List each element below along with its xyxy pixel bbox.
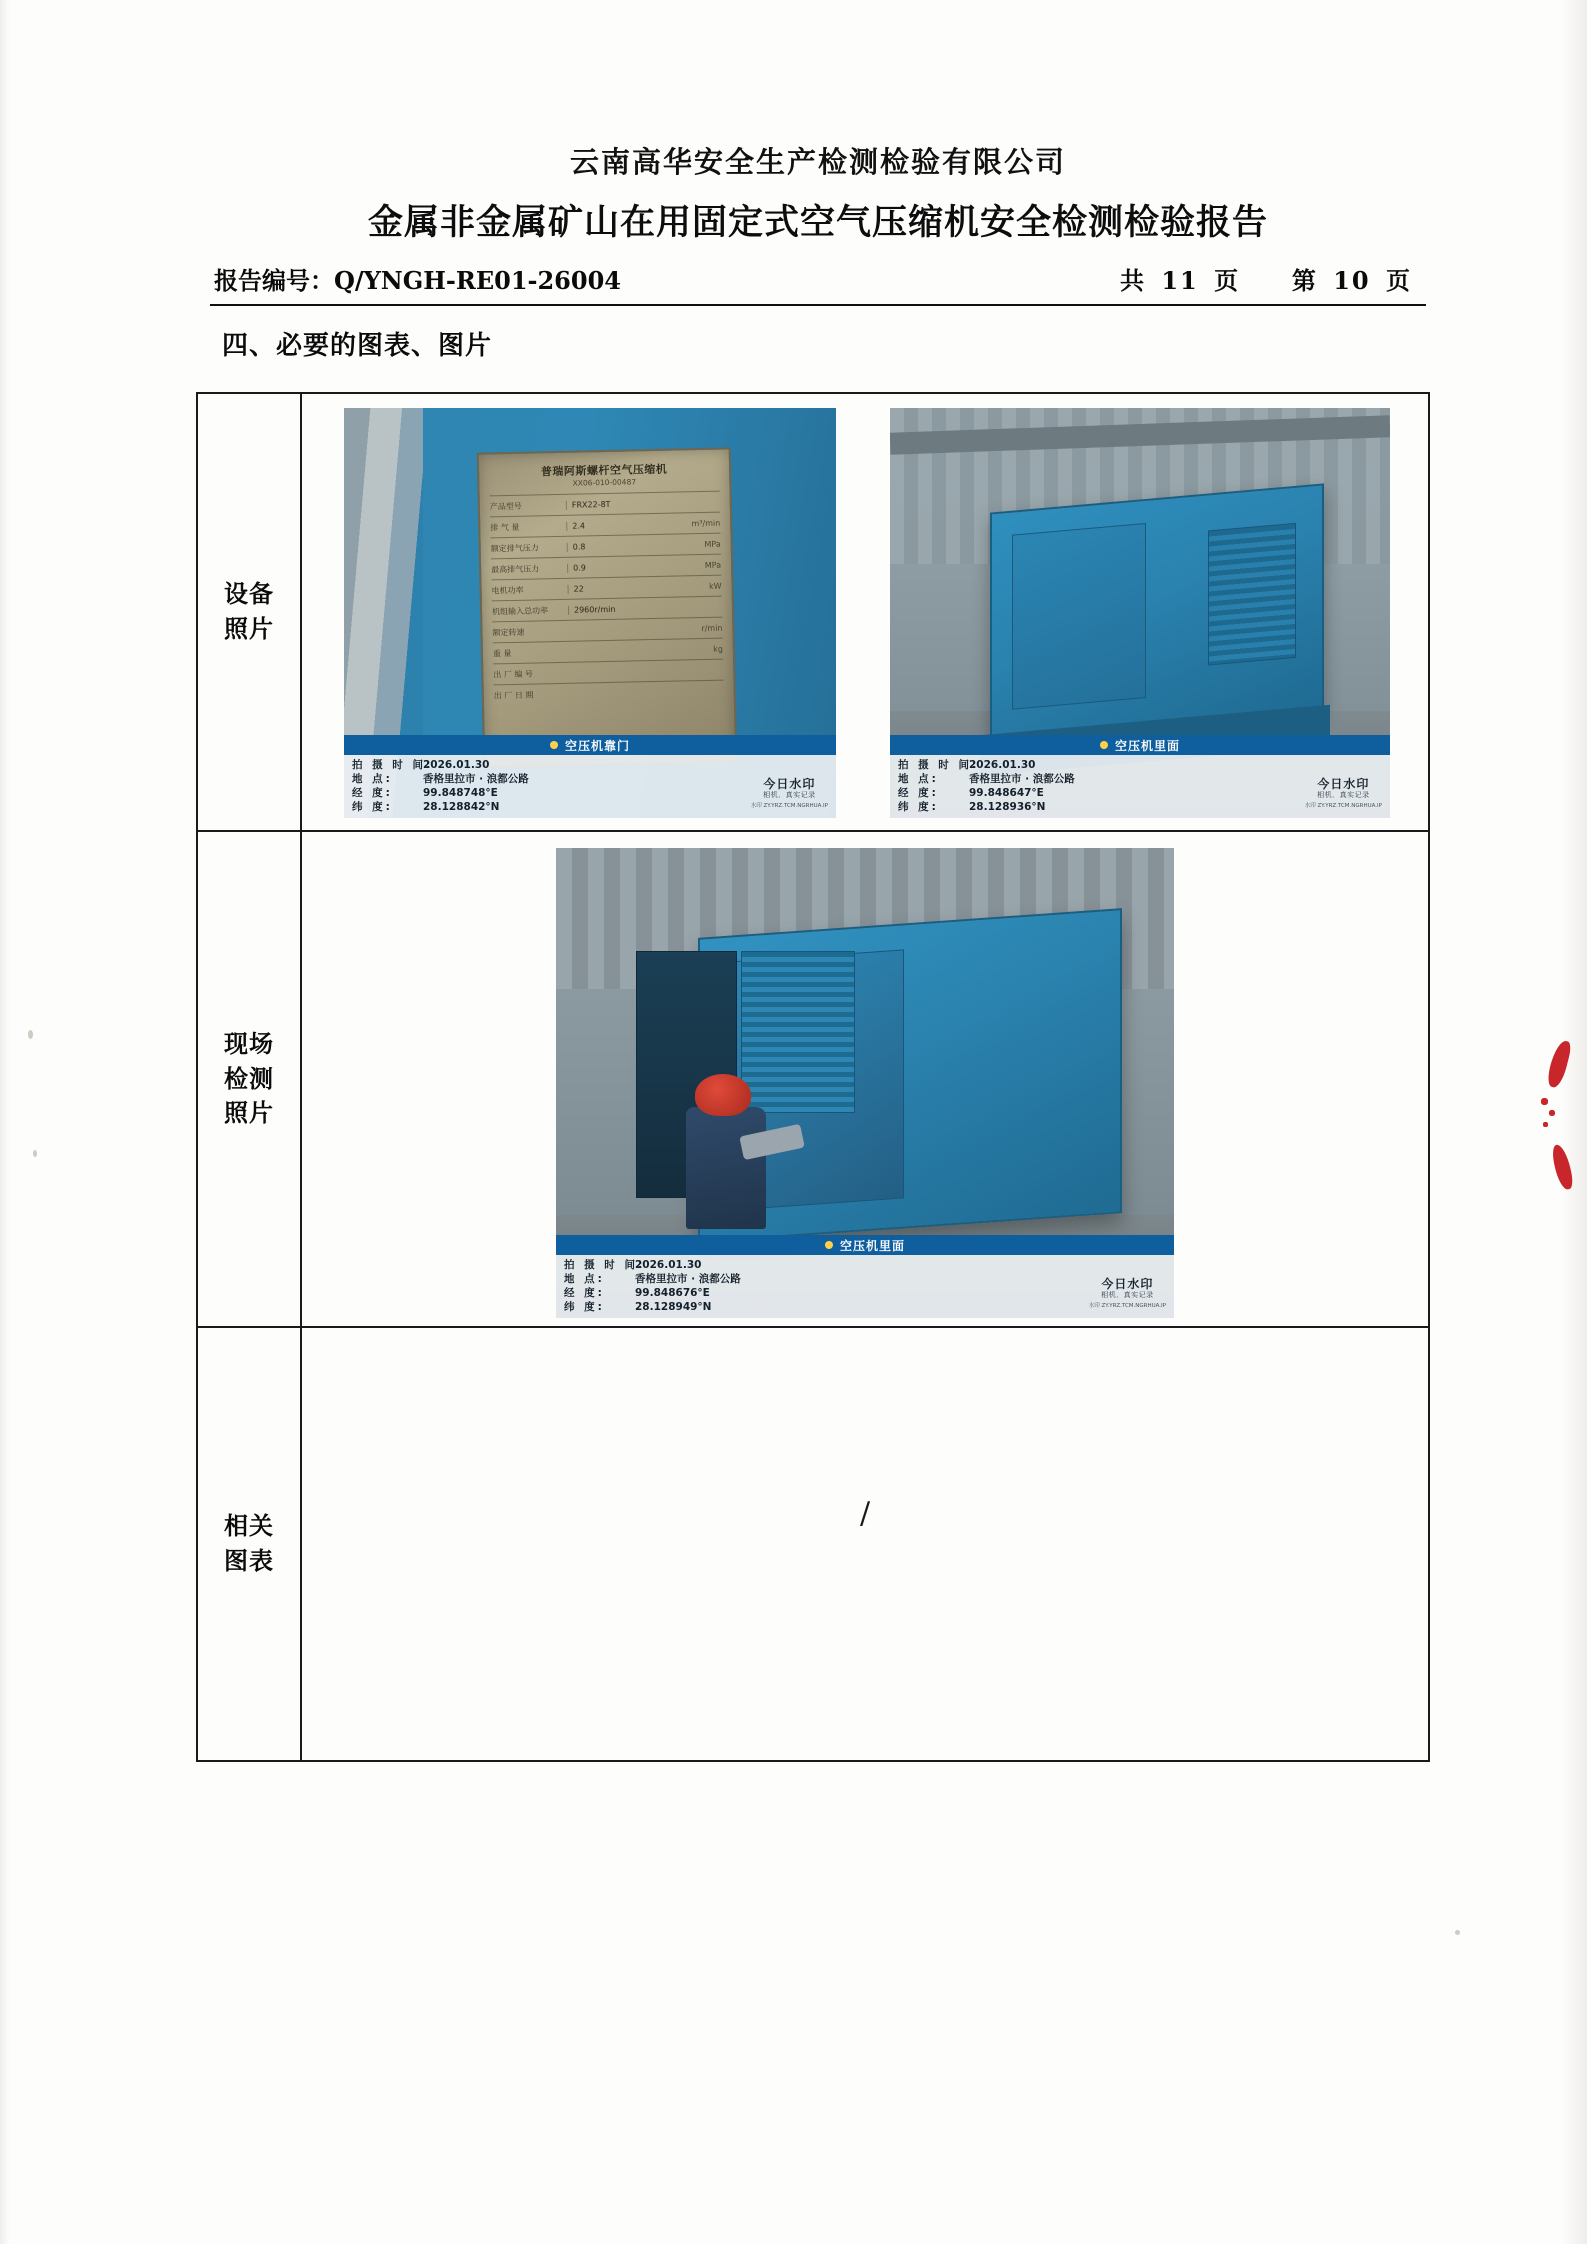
watermark-brand — [1089, 1279, 1166, 1312]
nameplate-unit: kg — [713, 644, 723, 654]
watermark-longitude-value: 99.848748°E — [423, 787, 498, 799]
watermark-latitude-label: 纬 度: — [564, 1301, 605, 1313]
pages-total-value: 11 — [1161, 266, 1199, 295]
header-meta-row — [210, 261, 1426, 306]
watermark-time-value: 2026.01.30 — [969, 759, 1036, 771]
watermark-longitude-label: 经 度: — [898, 787, 939, 799]
watermark-time-label: 拍 摄 时 间: — [564, 1259, 646, 1271]
section-title: 四、必要的图表、图片 — [222, 331, 493, 361]
watermark-brand-main: 今日水印 — [763, 777, 816, 791]
margin-ink-marks — [1535, 1040, 1575, 1220]
row-label-related-charts: 相关 图表 — [198, 1328, 302, 1760]
page-indicator — [1120, 261, 1422, 296]
nameplate-key: 额定排气压力 — [490, 542, 539, 553]
ink-dot — [1543, 1122, 1548, 1127]
scan-edge-left — [0, 0, 10, 2244]
photo-watermark — [344, 735, 836, 818]
nameplate-unit — [690, 691, 724, 692]
report-number-value: Q/YNGH-RE01-26004 — [334, 266, 621, 295]
document-title: 金属非金属矿山在用固定式空气压缩机安全检测检验报告 — [367, 202, 1268, 243]
location-pin-icon — [550, 741, 558, 749]
watermark-latitude-label: 纬 度: — [898, 801, 939, 813]
location-pin-icon — [825, 1241, 833, 1249]
watermark-latitude-value: 28.128842°N — [423, 801, 500, 813]
nameplate-key: 排 气 量 — [490, 522, 520, 532]
nameplate-key: 额定转速 — [492, 627, 525, 637]
enclosure-door — [1012, 523, 1146, 709]
nameplate-unit: r/min — [701, 623, 723, 633]
location-pin-icon — [1100, 741, 1108, 749]
watermark-longitude-value: 99.848647°E — [969, 787, 1044, 799]
air-compressor-enclosure — [990, 484, 1324, 739]
ink-dot — [1549, 1110, 1555, 1116]
nameplate-value — [569, 670, 689, 673]
watermark-line — [564, 1272, 1166, 1286]
watermark-line — [564, 1258, 1166, 1272]
site-inspection-photo — [556, 848, 1174, 1318]
row-label-site-photos: 现场 检测 照片 — [198, 832, 302, 1326]
machine-nameplate — [477, 447, 738, 768]
photo-watermark — [890, 735, 1390, 818]
watermark-place-label: 地 点: — [898, 773, 939, 785]
ink-stroke — [1550, 1143, 1574, 1191]
watermark-brand — [1305, 779, 1382, 812]
nameplate-key: 产品型号 — [489, 501, 522, 511]
table-row — [198, 1328, 1428, 1760]
nameplate-unit: MPa — [704, 560, 722, 570]
nameplate-unit: kW — [708, 581, 722, 591]
equipment-side-photo — [890, 408, 1390, 818]
watermark-line — [564, 1300, 1166, 1314]
row-body-site-photos — [302, 832, 1428, 1326]
related-charts-value: / — [859, 1496, 871, 1531]
nameplate-key: 出 厂 编 号 — [493, 669, 534, 679]
scan-speck — [28, 1030, 33, 1039]
nameplate-unit — [686, 502, 720, 503]
row-body-equipment-photos — [302, 394, 1428, 830]
watermark-line — [352, 758, 828, 772]
watermark-latitude-value: 28.128936°N — [969, 801, 1046, 813]
nameplate-value — [570, 691, 690, 694]
nameplate-key: 重 量 — [492, 648, 512, 658]
nameplate-key: 最高排气压力 — [491, 563, 540, 574]
watermark-fields — [344, 755, 836, 814]
report-number — [214, 261, 621, 296]
watermark-brand-small: 水印 ZY.YRZ.TCM.NGRHUA.IP — [1088, 1303, 1166, 1309]
row-body-related-charts — [302, 1328, 1428, 1760]
watermark-title: 空压机里面 — [1114, 738, 1180, 753]
nameplate-value: FRX22-8T — [566, 498, 686, 510]
nameplate-value: 2.4 — [566, 519, 686, 531]
watermark-brand-small: 水印 ZY.YRZ.TCM.NGRHUA.IP — [750, 803, 828, 809]
watermark-place-label: 地 点: — [352, 773, 393, 785]
watermark-fields — [556, 1255, 1174, 1314]
nameplate-unit: MPa — [704, 539, 721, 549]
enclosure-vent — [741, 951, 854, 1113]
row-label-equipment-photos: 设备 照片 — [198, 394, 302, 830]
nameplate-value — [568, 628, 688, 631]
watermark-place-value: 香格里拉市 · 浪都公路 — [969, 773, 1075, 785]
nameplate-unit — [688, 607, 722, 608]
watermark-brand-sub: 相机．真实记录 — [1101, 1291, 1154, 1299]
watermark-title-bar — [890, 735, 1390, 755]
nameplate-key: 机组输入总功率 — [491, 605, 549, 616]
watermark-brand-sub: 相机．真实记录 — [763, 791, 816, 799]
scan-speck — [33, 1150, 37, 1157]
equipment-photo-group — [302, 394, 1428, 818]
enclosure-vent — [1208, 523, 1296, 666]
site-photo-group — [302, 832, 1428, 1318]
watermark-time-value: 2026.01.30 — [635, 1259, 702, 1271]
table-row — [198, 394, 1428, 832]
photo-watermark — [556, 1235, 1174, 1318]
company-name: 云南高华安全生产检测检验有限公司 — [569, 145, 1066, 179]
document-header — [210, 140, 1426, 306]
watermark-brand — [751, 779, 828, 812]
watermark-latitude-value: 28.128949°N — [635, 1301, 712, 1313]
page-current-suffix: 页 — [1386, 266, 1412, 295]
watermark-longitude-label: 经 度: — [352, 787, 393, 799]
pages-total-suffix: 页 — [1214, 266, 1241, 295]
nameplate-value: 2960r/min — [568, 603, 688, 615]
scan-speck — [1455, 1930, 1460, 1935]
nameplate-title: 普瑞阿斯螺杆空气压缩机 — [540, 462, 668, 479]
watermark-title: 空压机靠门 — [564, 738, 630, 753]
ink-stroke — [1545, 1039, 1572, 1089]
watermark-time-label: 拍 摄 时 间: — [352, 759, 434, 771]
nameplate-model-code: XX06-010-00487 — [572, 477, 637, 488]
watermark-longitude-value: 99.848676°E — [635, 1287, 710, 1299]
watermark-title: 空压机里面 — [839, 1238, 905, 1253]
report-number-label: 报告编号： — [214, 266, 334, 295]
watermark-brand-small: 水印 ZY.YRZ.TCM.NGRHUA.IP — [1304, 803, 1382, 809]
watermark-title-bar — [344, 735, 836, 755]
nameplate-value — [569, 649, 689, 652]
nameplate-value: 0.9 — [567, 561, 687, 573]
safety-helmet — [695, 1074, 751, 1116]
nameplate-row — [494, 680, 724, 706]
watermark-fields — [890, 755, 1390, 814]
watermark-brand-sub: 相机．真实记录 — [1317, 791, 1370, 799]
watermark-place-label: 地 点: — [564, 1273, 605, 1285]
page-current-value: 10 — [1333, 266, 1371, 295]
watermark-longitude-label: 经 度: — [564, 1287, 605, 1299]
figures-table — [196, 392, 1430, 1762]
watermark-brand-main: 今日水印 — [1101, 1277, 1154, 1291]
watermark-time-value: 2026.01.30 — [423, 759, 490, 771]
watermark-latitude-label: 纬 度: — [352, 801, 393, 813]
watermark-time-label: 拍 摄 时 间: — [898, 759, 980, 771]
table-row — [198, 832, 1428, 1328]
pages-total-prefix: 共 — [1119, 266, 1146, 295]
watermark-place-value: 香格里拉市 · 浪都公路 — [423, 773, 529, 785]
nameplate-unit: m³/min — [691, 518, 721, 528]
watermark-title-bar — [556, 1235, 1174, 1255]
equipment-nameplate-photo — [344, 408, 836, 818]
nameplate-value: 22 — [567, 582, 687, 594]
ink-dot — [1541, 1098, 1548, 1105]
nameplate-field-list — [480, 488, 734, 705]
nameplate-value: 0.8 — [567, 540, 687, 552]
page-current-prefix: 第 — [1291, 266, 1318, 295]
watermark-line — [898, 758, 1382, 772]
nameplate-key: 电机功率 — [491, 585, 524, 595]
nameplate-unit — [689, 670, 723, 671]
inspector-figure — [686, 1107, 766, 1229]
watermark-brand-main: 今日水印 — [1317, 777, 1370, 791]
nameplate-key: 出 厂 日 期 — [493, 690, 534, 700]
watermark-place-value: 香格里拉市 · 浪都公路 — [635, 1273, 741, 1285]
watermark-line — [564, 1286, 1166, 1300]
